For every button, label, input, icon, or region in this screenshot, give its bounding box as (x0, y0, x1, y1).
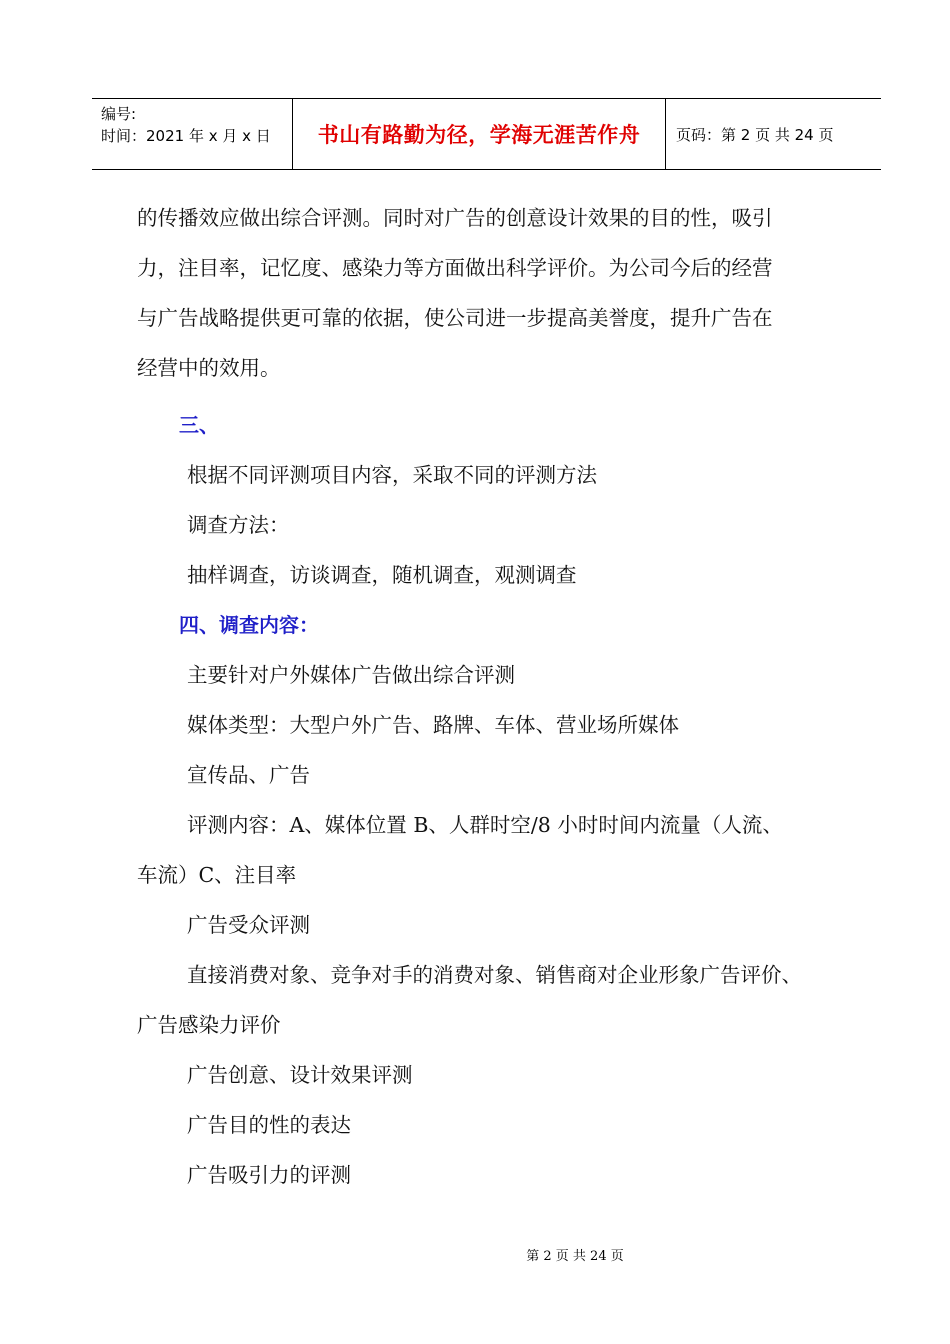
paragraph-line: 根据不同评测项目内容，采取不同的评测方法 (187, 463, 597, 487)
paragraph-line: 与广告战略提供更可靠的依据，使公司进一步提高美誉度，提升广告在 (137, 306, 773, 330)
paragraph-line: 评测内容：A、媒体位置 B、人群时空/8 小时时间内流量（人流、 (187, 813, 783, 837)
document-number-label: 编号: (101, 105, 137, 123)
section-heading-four: 四、调查内容： (179, 613, 319, 637)
paragraph-line: 车流）C、注目率 (137, 863, 297, 887)
paragraph-line: 媒体类型：大型户外广告、路牌、车体、营业场所媒体 (187, 713, 679, 737)
header-motto: 书山有路勤为径，学海无涯苦作舟 (293, 99, 666, 169)
paragraph-line: 抽样调查，访谈调查，随机调查，观测调查 (187, 563, 577, 587)
paragraph-line: 主要针对户外媒体广告做出综合评测 (187, 663, 515, 687)
paragraph-line: 广告吸引力的评测 (187, 1163, 351, 1187)
paragraph-line: 的传播效应做出综合评测。同时对广告的创意设计效果的目的性，吸引 (137, 206, 773, 230)
paragraph-line: 广告感染力评价 (137, 1013, 281, 1037)
section-heading-three: 三、 (179, 413, 219, 437)
paragraph-line: 力，注目率，记忆度、感染力等方面做出科学评价。为公司今后的经营 (137, 256, 773, 280)
page-footer: 第 2 页 共 24 页 (526, 1249, 624, 1264)
paragraph-line: 经营中的效用。 (137, 356, 281, 380)
paragraph-line: 宣传品、广告 (187, 763, 310, 787)
document-time-label: 时间：2021 年 x 月 x 日 (101, 127, 271, 145)
header-page-info: 页码：第 2 页 共 24 页 (676, 125, 834, 144)
paragraph-line: 调查方法： (187, 513, 290, 537)
paragraph-line: 直接消费对象、竞争对手的消费对象、销售商对企业形象广告评价、 (187, 963, 802, 987)
paragraph-line: 广告目的性的表达 (187, 1113, 351, 1137)
page-header (92, 98, 881, 170)
header-meta-cell (92, 99, 293, 169)
paragraph-line: 广告受众评测 (187, 913, 310, 937)
paragraph-line: 广告创意、设计效果评测 (187, 1063, 413, 1087)
